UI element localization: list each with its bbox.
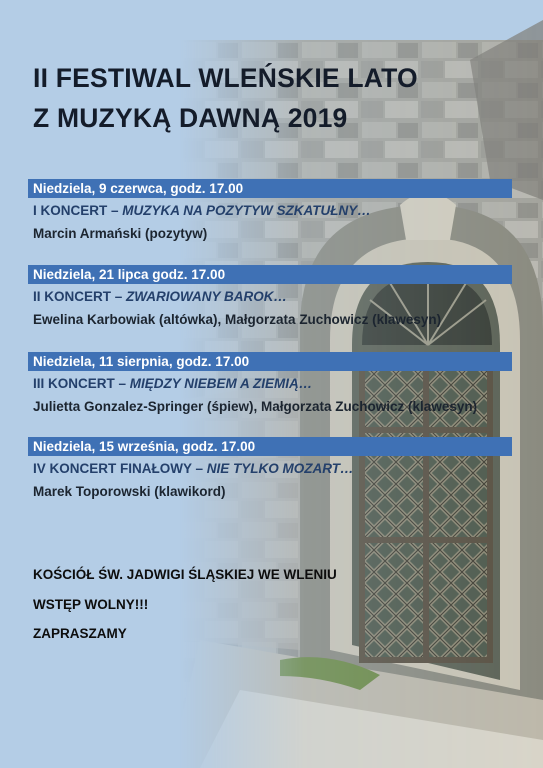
concert-performers: Julietta Gonzalez-Springer (śpiew), Małgorzata Zuchowicz (klawesyn) bbox=[33, 399, 478, 414]
festival-title bbox=[33, 58, 418, 138]
concert-date-bar: Niedziela, 11 sierpnia, godz. 17.00 bbox=[28, 352, 512, 371]
concert-piece-title: MUZYKA NA POZYTYW SZKATUŁNY… bbox=[122, 203, 371, 218]
entry-text: WSTĘP WOLNY!!! bbox=[33, 597, 149, 612]
concert-label: IV KONCERT FINAŁOWY – bbox=[33, 461, 207, 476]
concert-date-bar: Niedziela, 21 lipca godz. 17.00 bbox=[28, 265, 512, 284]
title-line-1: II FESTIWAL WLEŃSKIE LATO bbox=[33, 63, 418, 93]
concert-4 bbox=[28, 437, 512, 501]
concert-piece-title: MIĘDZY NIEBEM A ZIEMIĄ… bbox=[129, 376, 313, 391]
concert-label: I KONCERT – bbox=[33, 203, 123, 218]
concert-date-bar: Niedziela, 15 września, godz. 17.00 bbox=[28, 437, 512, 456]
title-line-2: Z MUZYKĄ DAWNĄ 2019 bbox=[33, 103, 348, 133]
venue-text: KOŚCIÓŁ ŚW. JADWIGI ŚLĄSKIEJ WE WLENIU bbox=[33, 567, 337, 582]
concert-3 bbox=[28, 352, 512, 416]
invite-text: ZAPRASZAMY bbox=[33, 626, 127, 641]
concert-performers: Marcin Armański (pozytyw) bbox=[33, 226, 208, 241]
concert-piece-title: NIE TYLKO MOZART… bbox=[206, 461, 354, 476]
concert-performers: Marek Toporowski (klawikord) bbox=[33, 484, 226, 499]
concert-2 bbox=[28, 265, 512, 329]
concert-piece-title: ZWARIOWANY BAROK… bbox=[126, 289, 288, 304]
concert-program bbox=[28, 459, 512, 478]
concert-label: II KONCERT – bbox=[33, 289, 127, 304]
concert-program bbox=[28, 287, 512, 306]
concert-1 bbox=[28, 179, 512, 243]
concert-performers: Ewelina Karbowiak (altówka), Małgorzata Zuchowicz (klawesyn) bbox=[33, 312, 442, 327]
concert-date-bar: Niedziela, 9 czerwca, godz. 17.00 bbox=[28, 179, 512, 198]
concert-label: III KONCERT – bbox=[33, 376, 130, 391]
concert-program bbox=[28, 201, 512, 220]
concert-program bbox=[28, 374, 512, 393]
